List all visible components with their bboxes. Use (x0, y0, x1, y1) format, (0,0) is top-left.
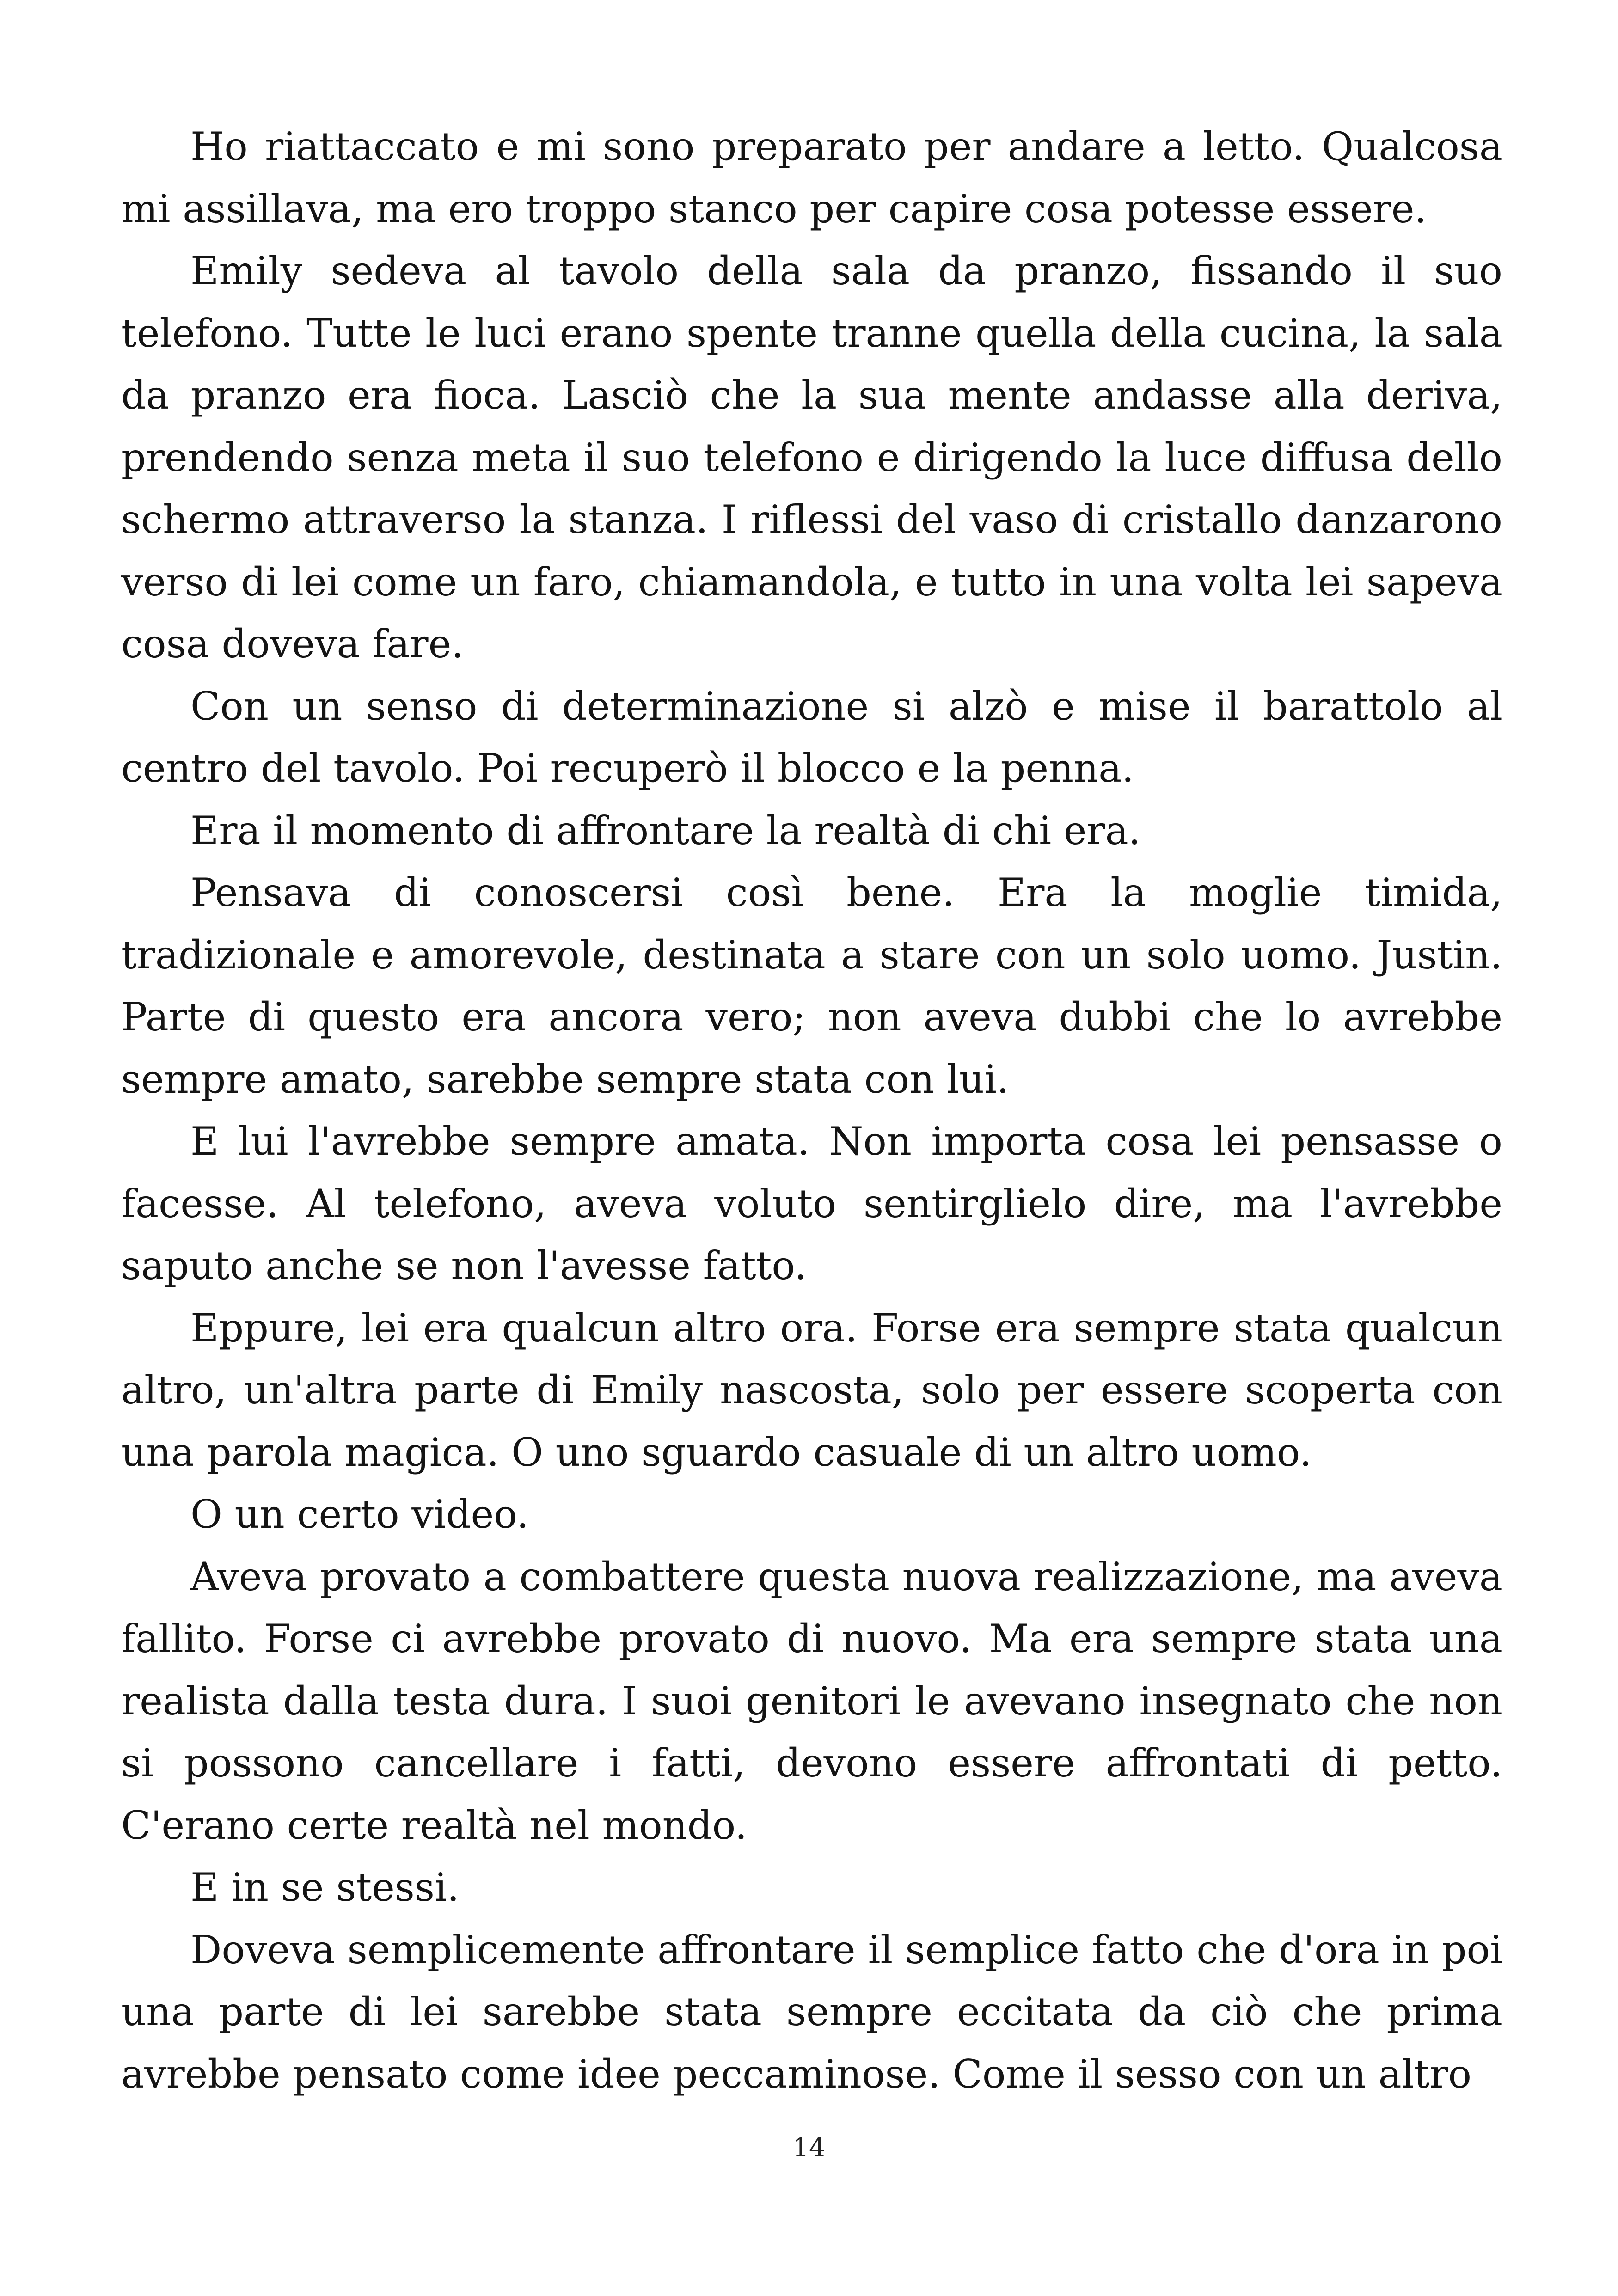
paragraph: Doveva semplicemente affrontare il semplice fatto che d'ora in poi una parte di lei sarebbe stata sempre eccitata da ciò che prima avrebbe pensato come idee peccaminose. Come il sesso con un altro (121, 1927, 1502, 2097)
paragraph: Con un senso di determinazione si alzò e mise il barattolo al centro del tavolo. Poi recuperò il blocco e la penna. (121, 683, 1502, 791)
paragraph: E in se stessi. (190, 1865, 460, 1910)
paragraph: Ho riattaccato e mi sono preparato per andare a letto. Qualcosa mi assillava, ma ero troppo stanco per capire cosa potesse essere. (121, 124, 1502, 232)
page-number: 14 (792, 2133, 826, 2163)
body-text (121, 116, 1502, 2105)
paragraph: Aveva provato a combattere questa nuova realizzazione, ma aveva fallito. Forse ci avrebbe provato di nuovo. Ma era sempre stata una realista dalla testa dura. I suoi genitori le avevano insegnato che non si possono cancellare i fatti, devono essere affrontati di petto. C'erano certe realtà nel mondo. (121, 1554, 1502, 1848)
paragraph: E lui l'avrebbe sempre amata. Non importa cosa lei pensasse o facesse. Al telefono, aveva voluto sentirglielo dire, ma l'avrebbe saputo anche se non l'avesse fatto. (121, 1119, 1502, 1288)
paragraph: Eppure, lei era qualcun altro ora. Forse era sempre stata qualcun altro, un'altra parte di Emily nascosta, solo per essere scoperta con una parola magica. O uno sguardo casuale di un altro uomo. (121, 1305, 1502, 1475)
paragraph: Era il momento di affrontare la realtà di chi era. (190, 808, 1141, 853)
paragraph: O un certo video. (190, 1492, 529, 1537)
paragraph: Pensava di conoscersi così bene. Era la moglie timida, tradizionale e amorevole, destinata a stare con un solo uomo. Justin. Parte di questo era ancora vero; non aveva dubbi che lo avrebbe sempre amato, sarebbe sempre stata con lui. (121, 870, 1502, 1102)
paragraph: Emily sedeva al tavolo della sala da pranzo, fissando il suo telefono. Tutte le luci erano spente tranne quella della cucina, la sala da pranzo era fioca. Lasciò che la sua mente andasse alla deriva, prendendo senza meta il suo telefono e dirigendo la luce diffusa dello schermo attraverso la stanza. I riflessi del vaso di cristallo danzarono verso di lei come un faro, chiamandola, e tutto in una volta lei sapeva cosa doveva fare. (121, 248, 1502, 667)
